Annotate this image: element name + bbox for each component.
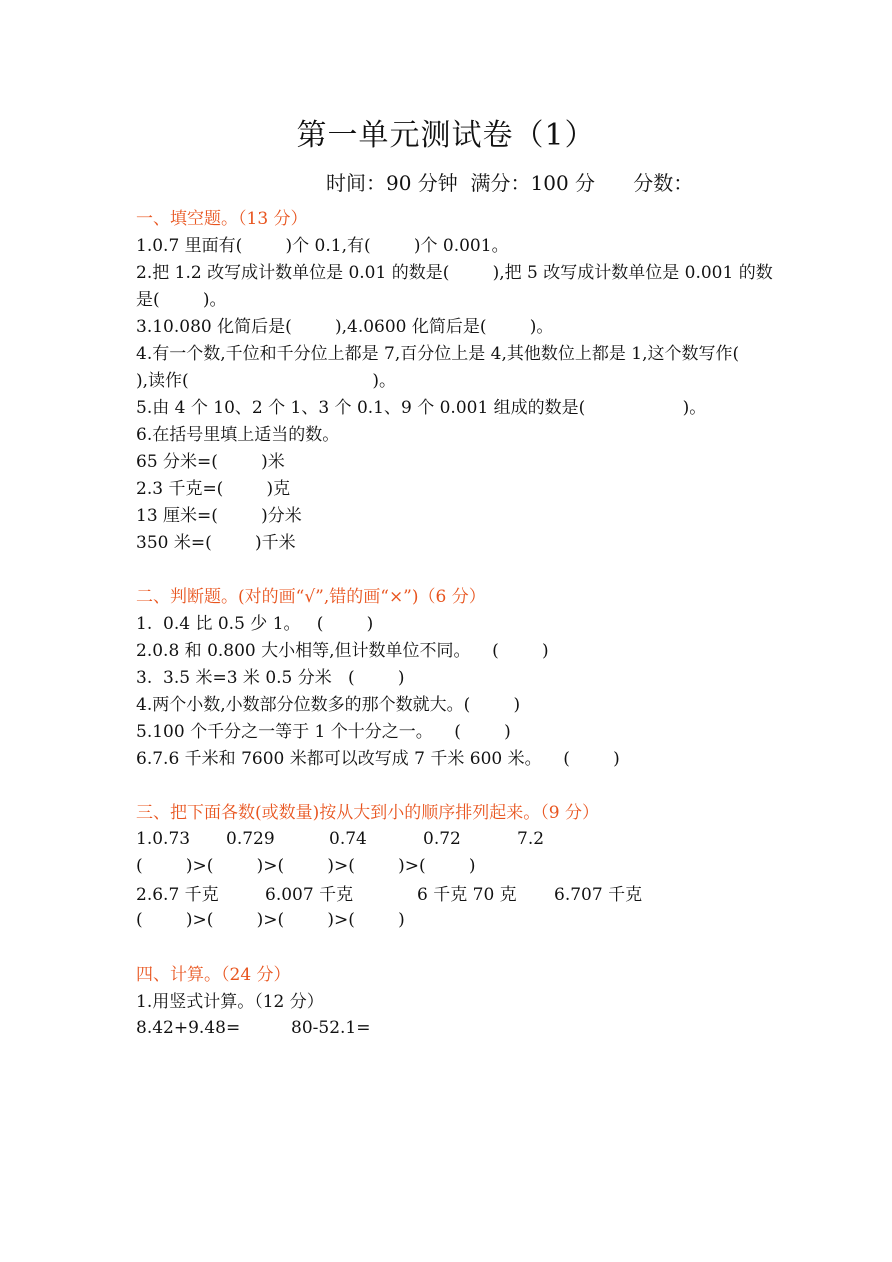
exam-meta: 时间：90 分钟 满分：100 分 分数： — [326, 171, 694, 195]
question-line: 6.在括号里填上适当的数。 — [136, 425, 340, 445]
ordering-item: 0.74 — [329, 829, 367, 849]
question-line: 3.10.080 化简后是( ),4.0600 化简后是( )。 — [136, 317, 554, 337]
question-line: 2.3 千克=( )克 — [136, 479, 291, 499]
calc-expression: 80-52.1= — [291, 1018, 371, 1038]
ordering-item: 6 千克 70 克 — [417, 885, 517, 905]
section-4-heading: 四、计算。（24 分） — [136, 965, 291, 985]
question-line: 4.有一个数,千位和千分位上都是 7,百分位上是 4,其他数位上都是 1,这个数写作( — [136, 344, 740, 364]
question-line: 2.把 1.2 改写成计数单位是 0.01 的数是( ),把 5 改写成计数单位是 0.001 的数 — [136, 263, 773, 283]
question-line: 6.7.6 千米和 7600 米都可以改写成 7 千米 600 米。 ( ) — [136, 749, 620, 769]
question-line: 是( )。 — [136, 290, 227, 310]
question-line: 13 厘米=( )分米 — [136, 506, 302, 526]
question-line: 1. 0.4 比 0.5 少 1。 ( ) — [136, 614, 374, 634]
page-title: 第一单元测试卷（1） — [296, 118, 596, 153]
question-line: 3. 3.5 米=3 米 0.5 分米 ( ) — [136, 668, 405, 688]
section-3-heading: 三、把下面各数(或数量)按从大到小的顺序排列起来。（9 分） — [136, 803, 599, 823]
ordering-item: 7.2 — [517, 829, 545, 849]
ordering-item: 2.6.7 千克 — [136, 885, 219, 905]
question-line: 65 分米=( )米 — [136, 452, 285, 472]
ordering-blanks: ( )>( )>( )>( )>( ) — [136, 856, 476, 876]
ordering-blanks: ( )>( )>( )>( ) — [136, 910, 405, 930]
question-line: ),读作( )。 — [136, 371, 397, 391]
ordering-item: 6.007 千克 — [265, 885, 354, 905]
question-line: 4.两个小数,小数部分位数多的那个数就大。( ) — [136, 695, 521, 715]
question-line: 350 米=( )千米 — [136, 533, 296, 553]
question-line: 5.100 个千分之一等于 1 个十分之一。 ( ) — [136, 722, 511, 742]
section-2-heading: 二、判断题。(对的画“√”,错的画“×”)（6 分） — [136, 587, 486, 607]
ordering-item: 0.729 — [226, 829, 275, 849]
question-line: 2.0.8 和 0.800 大小相等,但计数单位不同。 ( ) — [136, 641, 549, 661]
question-line: 1.0.7 里面有( )个 0.1,有( )个 0.001。 — [136, 236, 509, 256]
ordering-item: 1.0.73 — [136, 829, 191, 849]
subquestion-heading: 1.用竖式计算。（12 分） — [136, 992, 324, 1012]
question-line: 5.由 4 个 10、2 个 1、3 个 0.1、9 个 0.001 组成的数是( )。 — [136, 398, 707, 418]
section-1-heading: 一、填空题。（13 分） — [136, 209, 308, 229]
ordering-item: 6.707 千克 — [554, 885, 643, 905]
ordering-item: 0.72 — [423, 829, 461, 849]
calc-expression: 8.42+9.48= — [136, 1018, 241, 1038]
